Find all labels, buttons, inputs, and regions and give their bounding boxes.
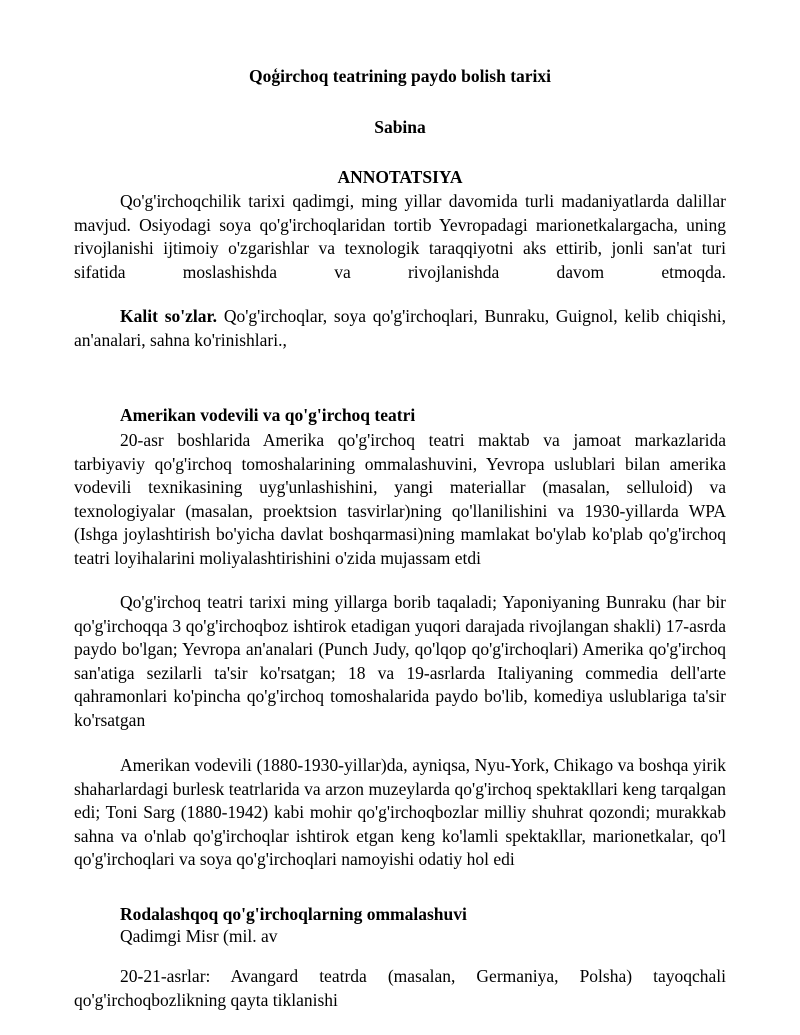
keywords-paragraph: [74, 305, 726, 352]
annotation-heading: ANNOTATSIYA: [337, 167, 463, 187]
section2-line: Qadimgi Misr (mil. av: [120, 926, 278, 946]
section-heading-rod-puppets: Rodalashqoq qo'g'irchoqlarning ommalashuvi: [120, 904, 467, 924]
section1-paragraph-1: 20-asr boshlarida Amerika qo'g'irchoq teatri maktab va jamoat markazlarida tarbiyaviy qo'g'irchoq tomoshalarining ommalashuvini, Yevropa uslublari bilan amerika vodevili texnikasining uyg'unlashishini, yangi materiallar (masalan, selluloid) va texnologiyalar (masalan, proektsion tasvirlar)ning qo'llanilishini va 1930-yillarda WPA (Ishga joylashtirish bo'yicha davlat boshqarmasi)ning mamlakat bo'ylab ko'plab qo'g'irchoq teatri loyihalarini moliyalashtirishini o'zida mujassam etdi: [74, 430, 726, 568]
section-heading-american-vaudeville: Amerikan vodevili va qo'g'irchoq teatri: [120, 405, 416, 425]
section2-paragraph-1: 20-21-asrlar: Avangard teatrda (masalan, Germaniya, Polsha) tayoqchali qo'g'irchoqbozlikning qayta tiklanishi: [74, 966, 726, 1010]
document-title: Qoģirchoq teatrining paydo bolish tarixi: [248, 66, 552, 86]
annotation-paragraph: Qo'g'irchoqchilik tarixi qadimgi, ming yillar davomida turli madaniyatlarda dalillar mavjud. Osiyodagi soya qo'g'irchoqlaridan tortib Yevropadagi marionetkalargacha, uning rivojlanishi ijtimoiy o'zgarishlar va texnologik taraqqiyotni aks ettirib, jonli san'at turi sifatida moslashishda va rivojlanishda davom etmoqda.: [74, 191, 726, 282]
keywords-text: Qo'g'irchoqlar, soya qo'g'irchoqlari, Bunraku, Guignol, kelib chiqishi, an'analari, sahna ko'rinishlari.,: [74, 306, 726, 350]
section1-paragraph-2: Qo'g'irchoq teatri tarixi ming yillarga borib taqaladi; Yaponiyaning Bunraku (har bir qo'g'irchoqqa 3 qo'g'irchoqboz ishtirok etadigan yuqori darajada rivojlangan shakli) 17-asrda paydo bo'lgan; Yevropa an'analari (Punch Judy, qo'lqop qo'g'irchoqlari) Amerika qo'g'irchoq san'atiga sezilarli ta'sir ko'rsatgan; 18 va 19-asrlarda Italiyaning commedia dell'arte qahramonlari ko'pincha qo'g'irchoq tomoshalarida paydo bo'lib, komediya uslublariga ta'sir ko'rsatgan: [74, 592, 726, 730]
section1-paragraph-3: Amerikan vodevili (1880-1930-yillar)da, ayniqsa, Nyu-York, Chikago va boshqa yirik shaharlardagi burlesk teatrlarida va arzon muzeylarda qo'g'irchoq spektakllari keng tarqalgan edi; Toni Sarg (1880-1942) kabi mohir qo'g'irchoqbozlar milliy shuhrat qozondi; murakkab sahna va o'nlab qo'g'irchoqlar ishtirok etgan keng ko'lamli spektakllar, marionetkalar, qo'l qo'g'irchoqlari va soya qo'g'irchoqlari namoyishi odatiy hol edi: [74, 755, 726, 870]
keywords-label: Kalit so'zlar.: [120, 306, 218, 326]
author-name: Sabina: [374, 117, 426, 137]
